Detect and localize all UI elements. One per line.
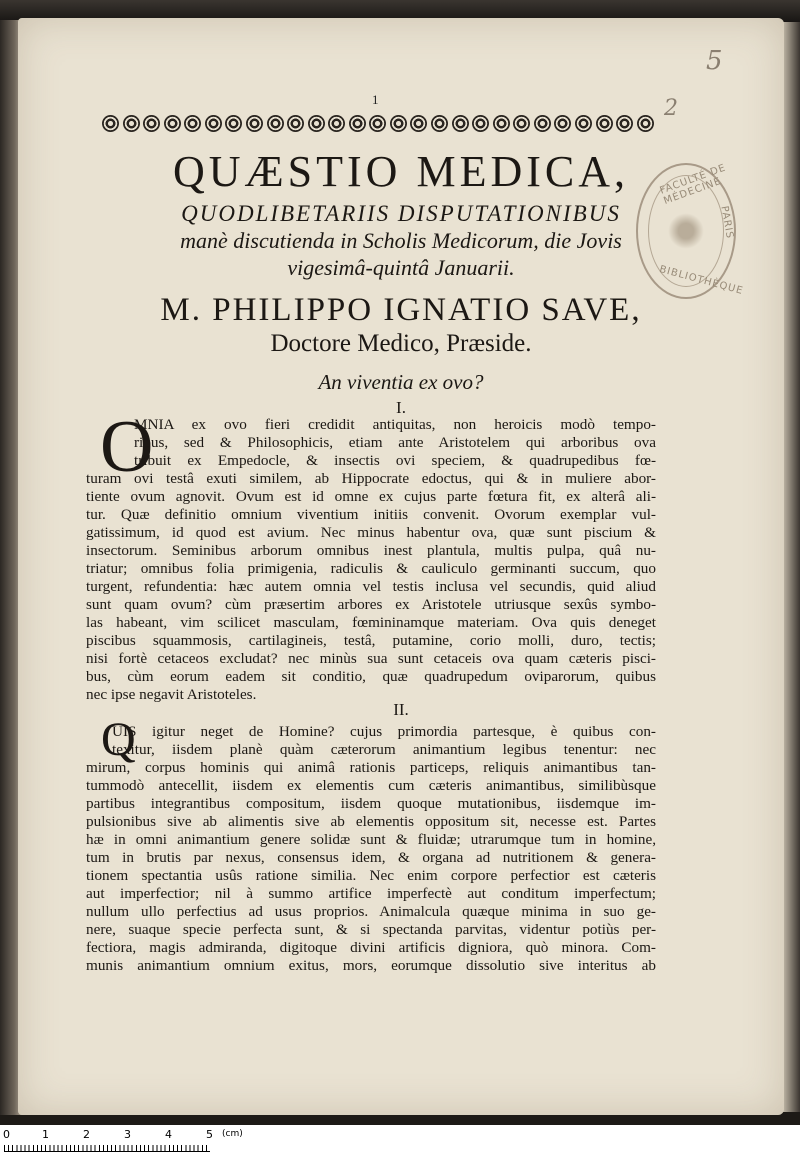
page-edge [782,22,800,1112]
document-page [18,18,784,1115]
ornament-rosette-icon [534,115,551,132]
text-line: nisi fortè cetaceos excludat? nec minùs sua sunt cetaceis ova quam cæteris pisci- [86,650,656,667]
ornament-rosette-icon [225,115,242,132]
ornament-rosette-icon [308,115,325,132]
text-line: MNIA ex ovo fieri credidit antiquitas, non heroicis modò tempo- [134,416,656,433]
ornament-rosette-icon [205,115,222,132]
text-line: tribuit ex Empedocle, & insectis ovi speciem, & quadrupedibus fœ- [134,452,656,469]
stamp-emblem-icon [668,213,704,249]
ruler-label: 0 [3,1128,10,1141]
ruler-label: 4 [165,1128,172,1141]
text-line: ribus, sed & Philosophicis, etiam ante Aristotelem qui arboribus ova [134,434,656,451]
text-line: munis animantium omnium exitus, mors, eorumque dissolutio sive interitus ab [86,957,656,974]
stamp-text: FACULTÉ DE MÉDECINE [658,162,728,207]
ornament-band [102,112,654,134]
text-line: aut imperfectior; nil à summo artifice imperfectè aut conditum imperfectum; [86,885,656,902]
ruler-label: 3 [124,1128,131,1141]
text-line: turam ovi testâ exuti similem, ab Hippocrate edoctus, qui & in muliere abor- [86,470,656,487]
ruler-label: 2 [83,1128,90,1141]
library-stamp [636,162,745,299]
text-line: gatissimum, id quod est avium. Nec minus habentur ova, quæ sunt piscium & [86,524,656,541]
ornament-rosette-icon [493,115,510,132]
drop-cap: O [100,406,154,488]
ornament-rosette-icon [246,115,263,132]
text-line: piscibus squammosis, cartilagineis, testâ, putamine, corio molli, duro, tectis; [86,632,656,649]
section-number: II. [393,700,409,719]
text-line: mirum, corpus hominis qui animâ rationis particeps, reliquis animantibus tan- [86,759,656,776]
stamp-text: PARIS [718,205,736,240]
text-line: las habeant, vim scilicet masculam, fœmininamque materiam. Ova quis deneget [86,614,656,631]
text-line: insectorum. Seminibus arborum omnibus inest plantula, multis pulpa, quâ nu- [86,542,656,559]
ornament-rosette-icon [328,115,345,132]
text-line: nullum ullo perfectius ad usus proprios. Animalcula quæque minima in suo ge- [86,903,656,920]
ornament-rosette-icon [554,115,571,132]
text-line: tummodò antecellit, iisdem ex elementis cum cæteris animantibus, similibùsque [86,777,656,794]
ruler-label: 5 [206,1128,213,1141]
text-line: tionem spectantia usûs ratione similia. Nec enim corpore perfectior est cæteris [86,867,656,884]
ruler-bar [4,1145,210,1152]
section-number: I. [396,398,406,417]
text-line: tiente ovum agnovit. Ovum est id omne ex cujus parte fœtura fit, ex alterâ ali- [86,488,656,505]
ornament-rosette-icon [452,115,469,132]
ornament-rosette-icon [431,115,448,132]
stamp-text: BIBLIOTHÈQUE [658,263,745,298]
ornament-rosette-icon [267,115,284,132]
drop-cap: Q [101,713,136,766]
ornament-rosette-icon [102,115,119,132]
text-line: triatur; omnibus folia primigenia, radiculis & cauliculo germinanti succum, quo [86,560,656,577]
ornament-rosette-icon [184,115,201,132]
text-line: sunt quam ovum? cùm præsertim arbores ex Aristotele utriusque sexûs symbo- [86,596,656,613]
text-line: hæ in omni animantium genere solidæ sunt & fluidæ; utrarumque tum in homine, [86,831,656,848]
thesis-question: An viventia ex ovo? [318,370,484,394]
page-number: 1 [372,92,379,107]
text-line: tur. Quæ definitio omnium viventium initiis convenit. Ovorum exemplar vul- [86,506,656,523]
ruler-unit: (cm) [222,1129,243,1139]
text-line: bus, cùm eorum eadem sit conditio, quæ quadrupedum oviparorum, quibus [86,668,656,685]
text-line: tum in brutis par nexus, consensus idem, & organa ad nutritionem & genera- [86,849,656,866]
ornament-rosette-icon [349,115,366,132]
praeses-name: M. PHILIPPO IGNATIO SAVE, [160,292,642,328]
ornament-rosette-icon [390,115,407,132]
text-line: texitur, iisdem planè quàm cæterorum animantium legibus tenentur: nec [112,741,656,758]
scale-ruler [0,1125,800,1163]
praeses-role: Doctore Medico, Præside. [270,330,532,357]
title-subtitle: vigesimâ-quintâ Januarii. [287,255,515,280]
title-subtitle: manè discutienda in Scholis Medicorum, die Jovis [180,228,622,253]
ornament-rosette-icon [616,115,633,132]
ornament-rosette-icon [410,115,427,132]
section-body [86,723,656,975]
title-subtitle: QUODLIBETARIIS DISPUTATIONIBUS [181,201,621,226]
ornament-rosette-icon [369,115,386,132]
ornament-rosette-icon [637,115,654,132]
text-line: UIS igitur neget de Homine? cujus primordia partesque, è quibus con- [112,723,656,740]
text-line: partibus integrantibus compositum, iisdem quoque mutationibus, iisdemque im- [86,795,656,812]
ornament-rosette-icon [164,115,181,132]
ornament-rosette-icon [513,115,530,132]
text-line: fectiora, magis admiranda, digitoque divini artificis digniora, quò minora. Com- [86,939,656,956]
ornament-rosette-icon [472,115,489,132]
text-line: pulsionibus sive ab alimentis sive ab elementis oppositum sit, necesse est. Partes [86,813,656,830]
ornament-rosette-icon [287,115,304,132]
section-body [86,416,656,704]
ornament-rosette-icon [596,115,613,132]
handwritten-mark: 5 [706,46,723,76]
text-line: turgent, refundentia: hæc autem omnia vel testis inclusa vel secundis, quid aliud [86,578,656,595]
ornament-rosette-icon [123,115,140,132]
ornament-rosette-icon [575,115,592,132]
text-line: nec ipse negavit Aristoteles. [86,686,257,703]
text-line: nere, suaque specie perfecta sunt, & si spectanda parvitas, videntur potiùs per- [86,921,656,938]
page-title: QUÆSTIO MEDICA, [173,147,629,196]
ruler-label: 1 [42,1128,49,1141]
handwritten-mark: 2 [664,96,678,121]
ornament-rosette-icon [143,115,160,132]
